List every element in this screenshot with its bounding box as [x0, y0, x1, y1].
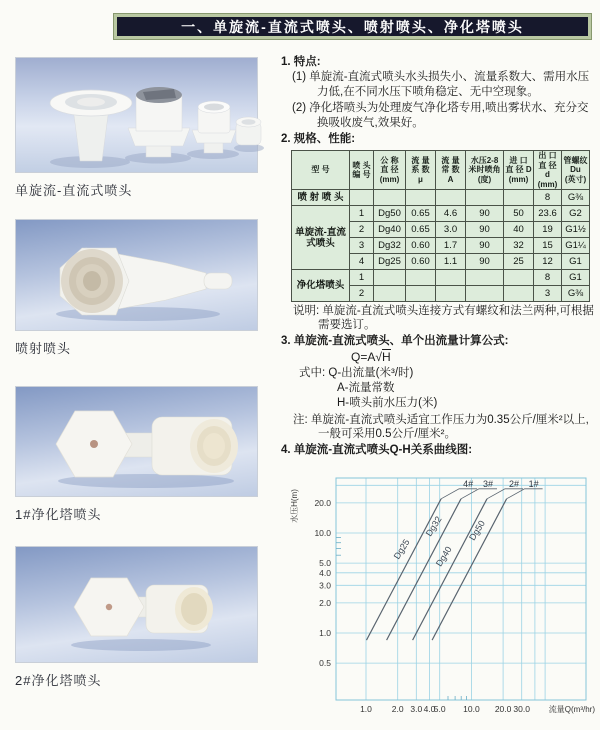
- table-cell: 0.65: [406, 222, 436, 238]
- model-cell: 单旋流-直流式喷头: [292, 206, 350, 270]
- x-tick-label: 10.0: [463, 704, 480, 714]
- table-cell: [504, 286, 534, 302]
- table-cell: G1½: [562, 222, 590, 238]
- qh-chart: [281, 460, 597, 725]
- table-cell: [406, 270, 436, 286]
- table-cell: 90: [466, 254, 504, 270]
- formula-note: 注: 单旋流-直流式喷头适宜工作压力为0.35公斤/厘米²以上,一般可采用0.5公斤/厘米²。: [293, 414, 589, 440]
- table-row: [292, 190, 590, 206]
- table-cell: G⅜: [562, 190, 590, 206]
- table-header-cell: 型 号: [292, 151, 350, 190]
- table-cell: [350, 190, 374, 206]
- feature-item-2: (2) 净化塔喷头为处理废气净化塔专用,喷出雾状水、充分交换吸收废气,效果好。: [292, 102, 589, 129]
- y-axis-label: 水压H(m): [290, 489, 299, 523]
- table-cell: 0.60: [406, 254, 436, 270]
- table-cell: Dg50: [374, 206, 406, 222]
- table-cell: 90: [466, 206, 504, 222]
- y-tick-label: 0.5: [319, 658, 331, 669]
- qh-chart-svg: [281, 460, 597, 725]
- product-photo-straight-flow: [15, 57, 258, 173]
- table-cell: 0.60: [406, 238, 436, 254]
- table-cell: [504, 270, 534, 286]
- model-cell: 净化塔喷头: [292, 270, 350, 302]
- table-cell: [406, 286, 436, 302]
- section-3-title: 3. 单旋流-直流式喷头、单个出流量计算公式:: [281, 335, 509, 347]
- title-banner: [113, 13, 592, 40]
- table-cell: Dg32: [374, 238, 406, 254]
- formula-line-h: H-喷头前水压力(米): [337, 397, 438, 409]
- table-header-cell: 出 口 直 径 d (mm): [534, 151, 562, 190]
- leader-3#: [461, 489, 497, 499]
- table-cell: 2: [350, 286, 374, 302]
- series-name-label: Dg32: [423, 514, 444, 539]
- formula-line-q: 式中: Q-出流量(米³/时): [299, 367, 414, 379]
- series-tag-label: 1#: [528, 478, 539, 489]
- tower-nozzle-1-illustration: [16, 387, 259, 496]
- leader-2#: [487, 489, 523, 499]
- series-name-label: Dg40: [433, 544, 454, 569]
- table-cell: 3: [534, 286, 562, 302]
- figure-tower-nozzle-1: [15, 386, 258, 523]
- caption-tower-1: 1#净化塔喷头: [15, 507, 102, 522]
- table-cell: [436, 286, 466, 302]
- table-cell: 15: [534, 238, 562, 254]
- table-cell: 8: [534, 270, 562, 286]
- formula-prefix: Q=A√: [351, 350, 382, 364]
- spec-table: [291, 150, 590, 302]
- series-tag-label: 2#: [508, 478, 520, 489]
- y-tick-label: 1.0: [319, 628, 331, 638]
- figure-jet-nozzle: [15, 219, 258, 357]
- table-row: [292, 270, 590, 286]
- table-cell: [466, 286, 504, 302]
- x-tick-label: 30.0: [513, 704, 530, 714]
- caption-jet: 喷射喷头: [15, 341, 72, 356]
- table-cell: Dg25: [374, 254, 406, 270]
- table-cell: 0.65: [406, 206, 436, 222]
- table-cell: 40: [504, 222, 534, 238]
- formula: [281, 350, 595, 365]
- table-cell: Dg40: [374, 222, 406, 238]
- table-header-cell: 喷 头 编 号: [350, 151, 374, 190]
- table-header-cell: 流 量 常 数 A: [436, 151, 466, 190]
- caption-straight-flow: 单旋流-直流式喷头: [15, 183, 133, 198]
- x-tick-label: 3.0: [410, 704, 423, 714]
- product-photo-tower-2: [15, 546, 258, 663]
- series-name-label: Dg50: [467, 518, 487, 543]
- x-axis-label: 流量Q(m³/hr): [548, 705, 595, 714]
- y-tick-label: 10.0: [314, 528, 331, 538]
- table-cell: 90: [466, 238, 504, 254]
- y-tick-label: 2.0: [319, 597, 331, 608]
- figure-tower-nozzle-2: [15, 546, 258, 689]
- table-cell: [374, 286, 406, 302]
- table-cell: [466, 270, 504, 286]
- table-cell: 12: [534, 254, 562, 270]
- table-cell: 25: [504, 254, 534, 270]
- y-tick-label: 3.0: [319, 580, 331, 591]
- x-tick-label: 5.0: [433, 704, 446, 714]
- leader-1#: [507, 489, 543, 499]
- product-photo-tower-1: [15, 386, 258, 497]
- chart-plot-border: [336, 478, 586, 700]
- x-tick-label: 20.0: [494, 704, 512, 714]
- table-cell: 50: [504, 206, 534, 222]
- table-cell: G1¼: [562, 238, 590, 254]
- table-header-cell: 公 称 直 径 (mm): [374, 151, 406, 190]
- y-tick-label: 20.0: [314, 497, 331, 508]
- content-column: [281, 55, 595, 725]
- table-cell: 8: [534, 190, 562, 206]
- table-cell: [504, 190, 534, 206]
- table-header-cell: 管螺纹 Du (英寸): [562, 151, 590, 190]
- table-cell: G1: [562, 254, 590, 270]
- table-cell: 1: [350, 206, 374, 222]
- formula-sqrt-arg: H: [381, 350, 391, 364]
- table-cell: G1: [562, 270, 590, 286]
- table-cell: 4.6: [436, 206, 466, 222]
- table-cell: [406, 190, 436, 206]
- product-photo-jet: [15, 219, 258, 331]
- table-cell: 23.6: [534, 206, 562, 222]
- table-header-cell: 进 口 直 径 D (mm): [504, 151, 534, 190]
- curve-Dg25: [367, 499, 442, 640]
- formula-line-a: A-流量常数: [337, 382, 395, 394]
- table-cell: 19: [534, 222, 562, 238]
- table-cell: 90: [466, 222, 504, 238]
- nozzle-set-illustration: [16, 58, 259, 172]
- table-row: [292, 206, 590, 222]
- table-cell: G2: [562, 206, 590, 222]
- table-header-cell: 水压2-8 米时喷角 (度): [466, 151, 504, 190]
- table-note: 说明: 单旋流-直流式喷头连接方式有螺纹和法兰两种,可根据需要选订。: [293, 305, 594, 331]
- y-tick-label: 5.0: [319, 558, 331, 569]
- table-cell: [374, 270, 406, 286]
- series-tag-label: 4#: [463, 478, 474, 489]
- series-name-label: Dg25: [391, 537, 412, 561]
- table-cell: 32: [504, 238, 534, 254]
- table-cell: 2: [350, 222, 374, 238]
- table-cell: G⅜: [562, 286, 590, 302]
- table-cell: 4: [350, 254, 374, 270]
- feature-item-1: (1) 单旋流-直流式喷头水头损失小、流量系数大、需用水压力低,在不同水压下喷角稳定、无中空现象。: [292, 71, 590, 98]
- section-4-title: 4. 单旋流-直流式喷头Q-H关系曲线图:: [281, 444, 473, 456]
- caption-tower-2: 2#净化塔喷头: [15, 673, 102, 688]
- jet-nozzle-illustration: [16, 220, 259, 330]
- table-cell: 1: [350, 270, 374, 286]
- table-cell: [436, 270, 466, 286]
- table-cell: [374, 190, 406, 206]
- y-tick-label: 4.0: [319, 567, 331, 578]
- table-header-cell: 流 量 系 数 μ: [406, 151, 436, 190]
- tower-nozzle-2-illustration: [16, 547, 259, 662]
- table-cell: 1.7: [436, 238, 466, 254]
- x-tick-label: 1.0: [360, 704, 372, 714]
- series-tag-label: 3#: [482, 478, 494, 489]
- table-cell: 3: [350, 238, 374, 254]
- x-tick-label: 2.0: [391, 704, 404, 714]
- table-cell: [436, 190, 466, 206]
- table-cell: 1.1: [436, 254, 466, 270]
- table-cell: [466, 190, 504, 206]
- model-cell: 喷 射 喷 头: [292, 190, 350, 206]
- figure-straight-flow-nozzles: [15, 57, 258, 199]
- section-2-title: 2. 规格、性能:: [281, 133, 356, 145]
- table-cell: 3.0: [436, 222, 466, 238]
- section-1-title: 1. 特点:: [281, 56, 321, 68]
- page-title: 一、单旋流-直流式喷头、喷射喷头、净化塔喷头: [117, 17, 588, 36]
- x-tick-label: 4.0: [423, 704, 436, 714]
